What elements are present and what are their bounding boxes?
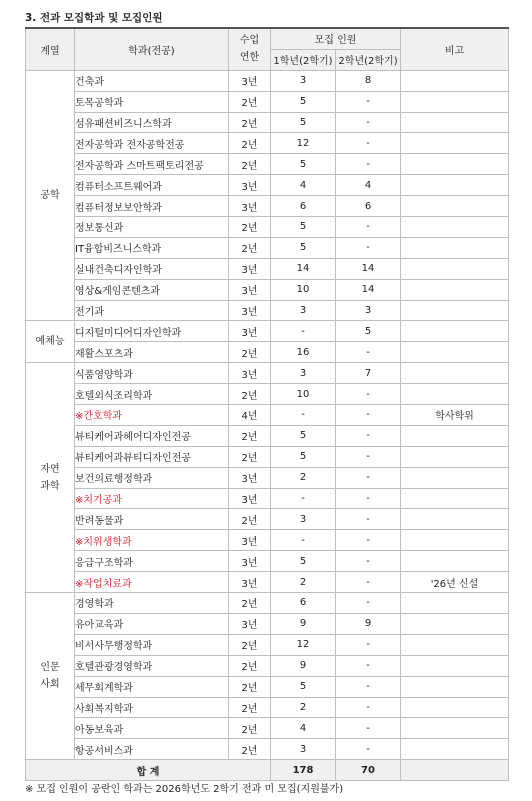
table-row	[26, 321, 509, 342]
year2-count-cell: 3	[336, 300, 401, 321]
year1-count-cell: 12	[271, 133, 336, 154]
table-row	[26, 739, 509, 760]
table-row	[26, 300, 509, 321]
years-cell: 2년	[229, 676, 271, 697]
department-cell: 섬유패션비즈니스학과	[75, 112, 229, 133]
year1-count-cell: 16	[271, 342, 336, 363]
years-cell: 2년	[229, 237, 271, 258]
total-note	[401, 760, 509, 781]
department-cell: 응급구조학과	[75, 551, 229, 572]
note-cell	[401, 551, 509, 572]
department-cell: 호텔관광경영학과	[75, 655, 229, 676]
table-row	[26, 509, 509, 530]
years-cell: 2년	[229, 739, 271, 760]
years-cell: 2년	[229, 718, 271, 739]
year2-count-cell: -	[336, 676, 401, 697]
year1-count-cell: 6	[271, 593, 336, 614]
table-row	[26, 634, 509, 655]
year1-count-cell: 5	[271, 551, 336, 572]
years-cell: 2년	[229, 384, 271, 405]
year2-count-cell: 14	[336, 258, 401, 279]
department-cell: 보건의료행정학과	[75, 467, 229, 488]
note-cell	[401, 91, 509, 112]
department-cell: 사회복지학과	[75, 697, 229, 718]
year2-count-cell: 7	[336, 363, 401, 384]
year2-count-cell: 6	[336, 196, 401, 217]
department-cell: 세무회계학과	[75, 676, 229, 697]
department-cell: 비서사무행정학과	[75, 634, 229, 655]
years-cell: 3년	[229, 196, 271, 217]
year2-count-cell: 8	[336, 70, 401, 91]
table-row	[26, 237, 509, 258]
years-cell: 2년	[229, 593, 271, 614]
note-cell	[401, 112, 509, 133]
table-row	[26, 488, 509, 509]
year2-count-cell: -	[336, 593, 401, 614]
header-category: 계열	[26, 28, 75, 70]
years-cell: 2년	[229, 217, 271, 238]
table-row	[26, 363, 509, 384]
years-cell: 3년	[229, 530, 271, 551]
table-row	[26, 258, 509, 279]
department-cell: IT융합비즈니스학과	[75, 237, 229, 258]
years-cell: 3년	[229, 70, 271, 91]
total-year2: 70	[336, 760, 401, 781]
table-row	[26, 697, 509, 718]
note-cell	[401, 300, 509, 321]
years-cell: 2년	[229, 446, 271, 467]
table-row	[26, 133, 509, 154]
year1-count-cell: 10	[271, 279, 336, 300]
year2-count-cell: 4	[336, 175, 401, 196]
note-cell	[401, 175, 509, 196]
year1-count-cell: 5	[271, 91, 336, 112]
department-cell: 뷰티케어과뷰티디자인전공	[75, 446, 229, 467]
department-cell: 경영학과	[75, 593, 229, 614]
department-cell: 컴퓨터소프트웨어과	[75, 175, 229, 196]
years-cell: 2년	[229, 91, 271, 112]
department-cell: 디지털미디어디자인학과	[75, 321, 229, 342]
total-row	[26, 760, 509, 781]
note-cell	[401, 446, 509, 467]
note-cell	[401, 655, 509, 676]
year1-count-cell: -	[271, 488, 336, 509]
years-cell: 3년	[229, 551, 271, 572]
note-cell	[401, 237, 509, 258]
header-department: 학과(전공)	[75, 28, 229, 70]
year1-count-cell: 3	[271, 509, 336, 530]
header-year2: 2학년(2학기)	[336, 49, 401, 70]
year2-count-cell: 9	[336, 613, 401, 634]
note-cell	[401, 425, 509, 446]
department-cell: ※간호학과	[75, 405, 229, 426]
recruitment-table	[25, 27, 509, 781]
year2-count-cell: -	[336, 133, 401, 154]
note-cell	[401, 488, 509, 509]
table-row	[26, 342, 509, 363]
header-year1: 1학년(2학기)	[271, 49, 336, 70]
note-cell	[401, 196, 509, 217]
year1-count-cell: -	[271, 405, 336, 426]
year1-count-cell: 5	[271, 112, 336, 133]
total-label: 합 계	[26, 760, 271, 781]
note-cell	[401, 739, 509, 760]
category-cell: 인문 사회	[26, 593, 75, 760]
table-row	[26, 425, 509, 446]
year1-count-cell: 9	[271, 613, 336, 634]
note-cell	[401, 258, 509, 279]
department-cell: 컴퓨터정보보안학과	[75, 196, 229, 217]
year1-count-cell: 3	[271, 70, 336, 91]
note-cell	[401, 676, 509, 697]
category-cell: 공학	[26, 70, 75, 321]
year2-count-cell: 5	[336, 321, 401, 342]
note-cell	[401, 530, 509, 551]
table-row	[26, 112, 509, 133]
department-cell: 식품영양학과	[75, 363, 229, 384]
table-row	[26, 593, 509, 614]
department-cell: 전기과	[75, 300, 229, 321]
years-cell: 2년	[229, 697, 271, 718]
year2-count-cell: -	[336, 237, 401, 258]
table-row	[26, 676, 509, 697]
year2-count-cell: -	[336, 425, 401, 446]
year1-count-cell: 3	[271, 300, 336, 321]
department-cell: 영상&게임콘텐츠과	[75, 279, 229, 300]
years-cell: 3년	[229, 363, 271, 384]
years-cell: 3년	[229, 488, 271, 509]
year1-count-cell: 6	[271, 196, 336, 217]
note-cell	[401, 634, 509, 655]
note-cell	[401, 133, 509, 154]
note-cell	[401, 467, 509, 488]
years-cell: 2년	[229, 509, 271, 530]
year1-count-cell: 9	[271, 655, 336, 676]
department-cell: 항공서비스과	[75, 739, 229, 760]
year2-count-cell: -	[336, 718, 401, 739]
year2-count-cell: -	[336, 446, 401, 467]
note-cell	[401, 217, 509, 238]
year1-count-cell: 4	[271, 718, 336, 739]
table-row	[26, 718, 509, 739]
year2-count-cell: -	[336, 342, 401, 363]
year2-count-cell: -	[336, 509, 401, 530]
note-cell	[401, 363, 509, 384]
note-cell: 학사학위	[401, 405, 509, 426]
years-cell: 2년	[229, 342, 271, 363]
years-cell: 3년	[229, 613, 271, 634]
years-cell: 3년	[229, 279, 271, 300]
year2-count-cell: 14	[336, 279, 401, 300]
year1-count-cell: 14	[271, 258, 336, 279]
year1-count-cell: 3	[271, 739, 336, 760]
table-row	[26, 530, 509, 551]
year2-count-cell: -	[336, 530, 401, 551]
year2-count-cell: -	[336, 405, 401, 426]
note-cell	[401, 718, 509, 739]
year1-count-cell: 5	[271, 217, 336, 238]
section-title: 3. 전과 모집학과 및 모집인원	[25, 12, 163, 24]
year1-count-cell: 5	[271, 237, 336, 258]
table-row	[26, 655, 509, 676]
table-row	[26, 196, 509, 217]
department-cell: ※작업치료과	[75, 572, 229, 593]
years-cell: 3년	[229, 572, 271, 593]
table-row	[26, 217, 509, 238]
note-cell	[401, 342, 509, 363]
department-cell: 전자공학과 스마트팩토리전공	[75, 154, 229, 175]
year2-count-cell: -	[336, 655, 401, 676]
year2-count-cell: -	[336, 739, 401, 760]
department-cell: ※치기공과	[75, 488, 229, 509]
table-body	[26, 70, 509, 780]
years-cell: 2년	[229, 655, 271, 676]
years-cell: 3년	[229, 300, 271, 321]
department-cell: 유아교육과	[75, 613, 229, 634]
years-cell: 3년	[229, 175, 271, 196]
year2-count-cell: -	[336, 697, 401, 718]
department-cell: 정보통신과	[75, 217, 229, 238]
department-cell: 아동보육과	[75, 718, 229, 739]
category-cell: 자연 과학	[26, 363, 75, 593]
note-cell	[401, 384, 509, 405]
department-cell: 반려동물과	[75, 509, 229, 530]
note-cell	[401, 697, 509, 718]
year1-count-cell: 12	[271, 634, 336, 655]
year1-count-cell: 3	[271, 363, 336, 384]
department-cell: 실내건축디자인학과	[75, 258, 229, 279]
year2-count-cell: -	[336, 217, 401, 238]
table-row	[26, 405, 509, 426]
footnote: ※ 모집 인원이 공란인 학과는 2026학년도 2학기 전과 미 모집(지원불가)	[25, 784, 344, 795]
department-cell: 호텔외식조리학과	[75, 384, 229, 405]
table-row	[26, 572, 509, 593]
note-cell	[401, 279, 509, 300]
note-cell	[401, 70, 509, 91]
note-cell	[401, 593, 509, 614]
note-cell	[401, 613, 509, 634]
table-row	[26, 613, 509, 634]
department-cell: 토목공학과	[75, 91, 229, 112]
years-cell: 2년	[229, 133, 271, 154]
header-note: 비고	[401, 28, 509, 70]
year1-count-cell: 2	[271, 572, 336, 593]
year1-count-cell: 5	[271, 154, 336, 175]
header-years: 수업 연한	[229, 28, 271, 70]
note-cell	[401, 154, 509, 175]
year1-count-cell: 2	[271, 697, 336, 718]
table-row	[26, 467, 509, 488]
year1-count-cell: 2	[271, 467, 336, 488]
year1-count-cell: 5	[271, 446, 336, 467]
table-row	[26, 384, 509, 405]
department-cell: 건축과	[75, 70, 229, 91]
years-cell: 2년	[229, 154, 271, 175]
note-cell	[401, 321, 509, 342]
year1-count-cell: 5	[271, 676, 336, 697]
note-cell: '26년 신설	[401, 572, 509, 593]
table-row	[26, 175, 509, 196]
year2-count-cell: -	[336, 112, 401, 133]
year2-count-cell: -	[336, 467, 401, 488]
table-row	[26, 551, 509, 572]
department-cell: 재활스포츠과	[75, 342, 229, 363]
year2-count-cell: -	[336, 384, 401, 405]
note-cell	[401, 509, 509, 530]
year2-count-cell: -	[336, 488, 401, 509]
department-cell: 뷰티케어과헤어디자인전공	[75, 425, 229, 446]
year1-count-cell: -	[271, 530, 336, 551]
table-row	[26, 154, 509, 175]
header-recruit: 모집 인원	[271, 28, 401, 49]
department-cell: ※치위생학과	[75, 530, 229, 551]
years-cell: 3년	[229, 258, 271, 279]
table-row	[26, 446, 509, 467]
year1-count-cell: 10	[271, 384, 336, 405]
year2-count-cell: -	[336, 634, 401, 655]
years-cell: 2년	[229, 112, 271, 133]
table-row	[26, 279, 509, 300]
table-row	[26, 91, 509, 112]
years-cell: 2년	[229, 634, 271, 655]
total-year1: 178	[271, 760, 336, 781]
years-cell: 3년	[229, 467, 271, 488]
year2-count-cell: -	[336, 572, 401, 593]
department-cell: 전자공학과 전자공학전공	[75, 133, 229, 154]
year2-count-cell: -	[336, 551, 401, 572]
table-row	[26, 70, 509, 91]
years-cell: 3년	[229, 321, 271, 342]
year1-count-cell: 4	[271, 175, 336, 196]
year1-count-cell: 5	[271, 425, 336, 446]
category-cell: 예체능	[26, 321, 75, 363]
year2-count-cell: -	[336, 154, 401, 175]
year1-count-cell: -	[271, 321, 336, 342]
years-cell: 4년	[229, 405, 271, 426]
years-cell: 2년	[229, 425, 271, 446]
year2-count-cell: -	[336, 91, 401, 112]
